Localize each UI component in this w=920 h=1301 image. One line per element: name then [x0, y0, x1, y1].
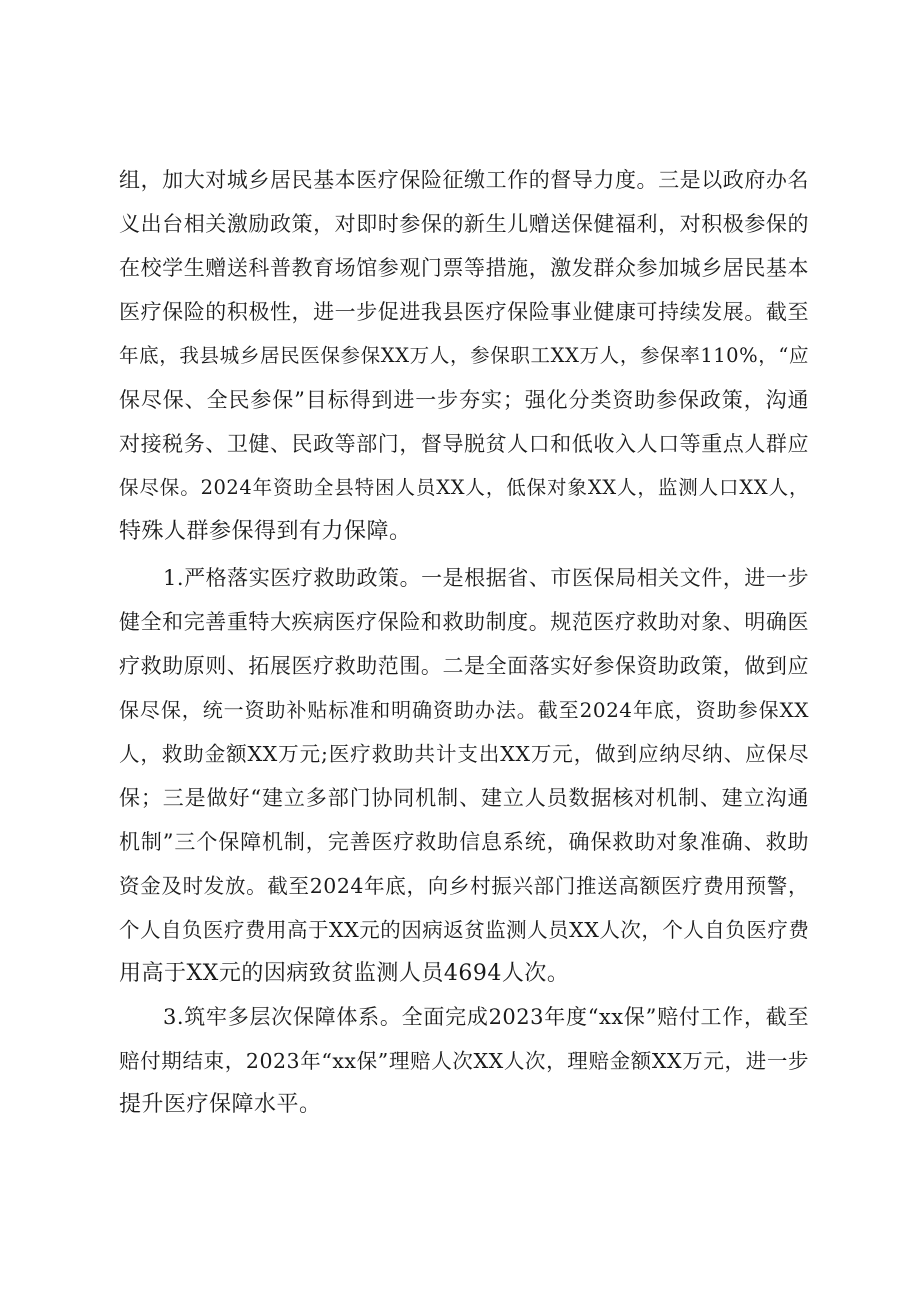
paragraph-3-line: 提升医疗保障水平。 — [119, 1092, 322, 1117]
paragraph-1-line: 保尽保。2024年资助全县特困人员XX人，低保对象XX人，监测人口XX人， — [119, 476, 809, 499]
paragraph-1-line: 组，加大对城乡居民基本医疗保险征缴工作的督导力度。三是以政府办名 — [119, 168, 809, 192]
paragraph-3-line: 赔付期结束，2023年“xx保”理赔人次XX人次，理赔金额XX万元，进一步 — [119, 1049, 809, 1073]
paragraph-2-line: 用高于XX元的因病致贫监测人员4694人次。 — [119, 961, 570, 986]
paragraph-1-line: 保尽保、全民参保”目标得到进一步夯实；强化分类资助参保政策，沟通 — [119, 388, 809, 412]
paragraph-1-line: 年底，我县城乡居民医保参保XX万人，参保职工XX万人，参保率110%，“应 — [119, 344, 809, 367]
paragraph-1-line: 义出台相关激励政策，对即时参保的新生儿赠送保健福利，对积极参保的 — [119, 212, 809, 236]
paragraph-2-line: 健全和完善重特大疾病医疗保险和救助制度。规范医疗救助对象、明确医 — [119, 610, 809, 634]
paragraph-1-line: 在校学生赠送科普教育场馆参观门票等措施，激发群众参加城乡居民基本 — [119, 256, 809, 280]
paragraph-2-line: 1.严格落实医疗救助政策。一是根据省、市医保局相关文件，进一步 — [163, 566, 809, 590]
paragraph-1-line: 医疗保险的积极性，进一步促进我县医疗保险事业健康可持续发展。截至 — [119, 300, 809, 324]
paragraph-1-line: 对接税务、卫健、民政等部门，督导脱贫人口和低收入人口等重点人群应 — [119, 432, 809, 456]
paragraph-2-line: 机制”三个保障机制，完善医疗救助信息系统，确保救助对象准确、救助 — [119, 830, 809, 854]
paragraph-2-line: 保尽保，统一资助补贴标准和明确资助办法。截至2024年底，资助参保XX — [119, 698, 809, 722]
paragraph-2-line: 疗救助原则、拓展医疗救助范围。二是全面落实好参保资助政策，做到应 — [119, 654, 809, 678]
paragraph-3-line: 3.筑牢多层次保障体系。全面完成2023年度“xx保”赔付工作，截至 — [163, 1005, 809, 1029]
paragraph-2-line: 人，救助金额XX万元;医疗救助共计支出XX万元，做到应纳尽纳、应保尽 — [119, 742, 809, 766]
paragraph-2-line: 保；三是做好“建立多部门协同机制、建立人员数据核对机制、建立沟通 — [119, 786, 809, 810]
paragraph-2-line: 资金及时发放。截至2024年底，向乡村振兴部门推送高额医疗费用预警， — [119, 874, 809, 898]
paragraph-1-line: 特殊人群参保得到有力保障。 — [119, 519, 412, 544]
paragraph-2-line: 个人自负医疗费用高于XX元的因病返贫监测人员XX人次，个人自负医疗费 — [119, 918, 810, 942]
